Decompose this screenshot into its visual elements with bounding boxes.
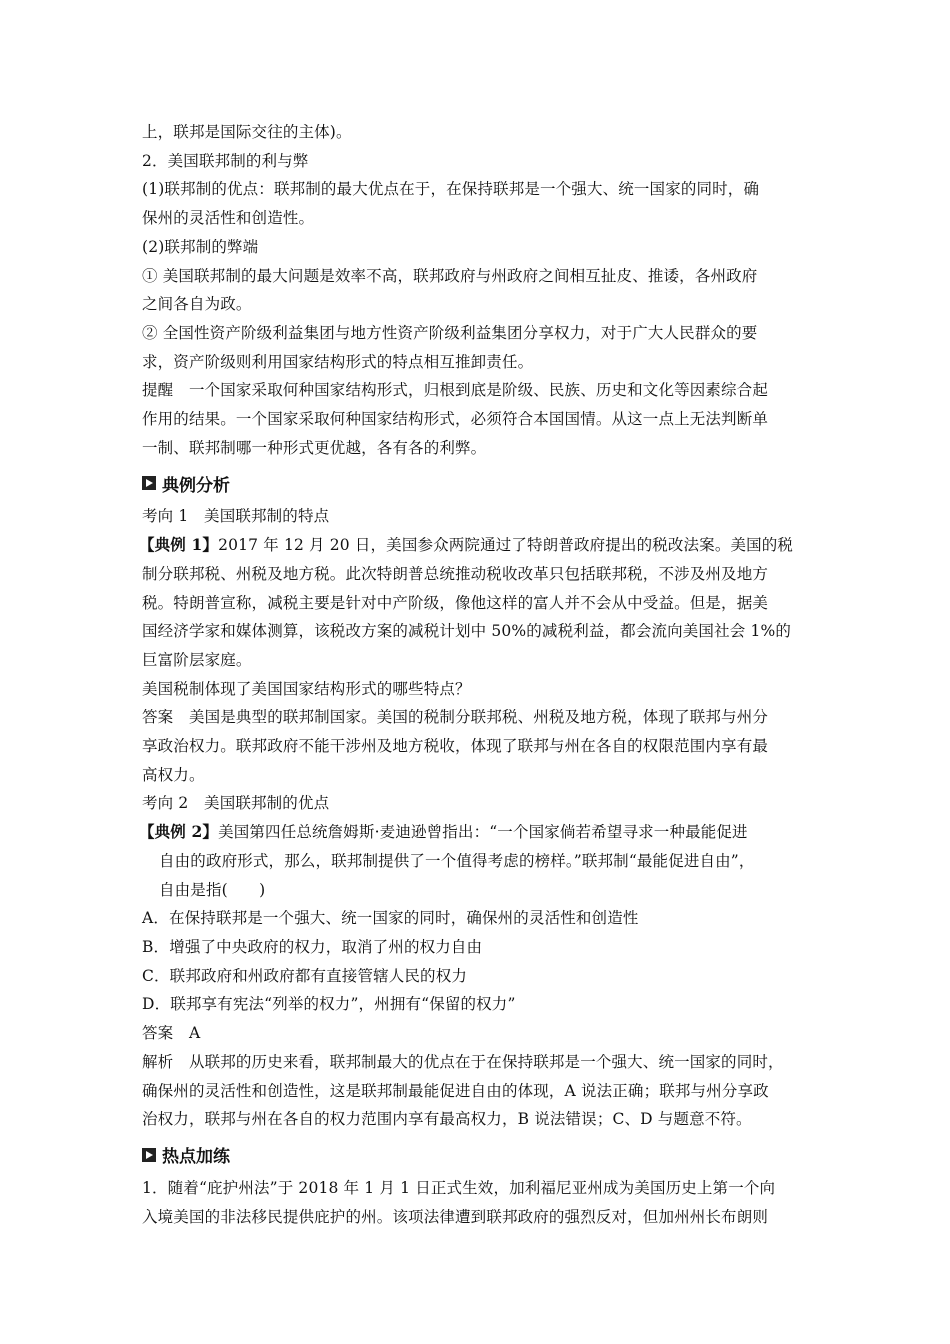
example-1-first-line [139, 531, 818, 560]
text-line: ② 全国性资产阶级利益集团与地方性资产阶级利益集团分享权力，对于广大人民群众的要 [142, 323, 758, 342]
topic-heading-2: 考向 2 美国联邦制的优点 [142, 794, 330, 813]
text-line: 自由的政府形式，那么，联邦制提供了一个值得考虑的榜样。”联邦制“最能促进自由”， [159, 851, 755, 870]
example-label: 【典例 1】 [139, 535, 219, 555]
text-line: ① 美国联邦制的最大问题是效率不高，联邦政府与州政府之间相互扯皮、推诿，各州政府 [142, 266, 758, 285]
text-line: 2．美国联邦制的利与弊 [142, 151, 309, 170]
text-line: 税。特朗普宣称，减税主要是针对中产阶级，像他这样的富人并不会从中受益。但是，据美 [142, 593, 769, 612]
text-line: 上，联邦是国际交往的主体)。 [142, 123, 352, 141]
option-line: A．在保持联邦是一个强大、统一国家的同时，确保州的灵活性和创造性 [142, 909, 639, 928]
text-line: 巨富阶层家庭。 [142, 650, 252, 669]
option-line: D．联邦享有宪法“列举的权力”，州拥有“保留的权力” [142, 995, 516, 1014]
example-2-question [142, 847, 818, 904]
analysis-block [142, 1048, 818, 1134]
text-line: 治权力，联邦与州在各自的权力范围内享有最高权力，B 说法错误；C、D 与题意不符。 [142, 1110, 752, 1129]
play-triangle-icon [142, 1148, 156, 1162]
text-line: 求，资产阶级则利用国家结构形式的特点相互推卸责任。 [142, 352, 534, 371]
text-line: 高权力。 [142, 765, 205, 784]
text-line: (2)联邦制的弊端 [142, 237, 259, 256]
text-line: 自由是指( ) [159, 880, 266, 899]
text-line: 一制、联邦制哪一种形式更优越，各有各的利弊。 [142, 438, 487, 457]
text-line: 之间各自为政。 [142, 295, 252, 314]
text-line: 解析 从联邦的历史来看，联邦制最大的优点在于在保持联邦是一个强大、统一国家的同时， [142, 1052, 784, 1071]
text-line: 入境美国的非法移民提供庇护的州。该项法律遭到联邦政府的强烈反对，但加州州长布朗则 [142, 1207, 769, 1226]
intro-text-block [142, 118, 818, 462]
text-line: 保州的灵活性和创造性。 [142, 209, 315, 228]
section-title: 典例分析 [162, 475, 230, 496]
example-text: 2017 年 12 月 20 日，美国参众两院通过了特朗普政府提出的税改法案。美国的税 [218, 536, 794, 555]
example-text: 美国第四任总统詹姆斯·麦迪逊曾指出：“一个国家倘若希望寻求一种最能促进 [218, 823, 748, 842]
topic-heading-1: 考向 1 美国联邦制的特点 [142, 507, 330, 526]
text-line: 享政治权力。联邦政府不能干涉州及地方税收，体现了联邦与州在各自的权限范围内享有最 [142, 737, 769, 756]
text-line: 制分联邦税、州税及地方税。此次特朗普总统推动税收改革只包括联邦税，不涉及州及地方 [142, 564, 769, 583]
text-line: 确保州的灵活性和创造性，这是联邦制最能促进自由的体现，A 说法正确；联邦与州分享政 [142, 1081, 769, 1100]
option-line: C．联邦政府和州政府都有直接管辖人民的权力 [142, 966, 468, 985]
practice-block [142, 1174, 818, 1231]
answer-options [142, 904, 818, 1019]
text-line: 提醒 一个国家采取何种国家结构形式，归根到底是阶级、民族、历史和文化等因素综合起 [142, 381, 769, 400]
section-header-practice [142, 1138, 818, 1172]
text-line: 美国税制体现了美国国家结构形式的哪些特点？ [142, 679, 471, 698]
text-line: 1．随着“庇护州法”于 2018 年 1 月 1 日正式生效，加利福尼亚州成为美国历史上第一个向 [142, 1178, 776, 1197]
text-line: 答案 美国是典型的联邦制国家。美国的税制分联邦税、州税及地方税，体现了联邦与州分 [142, 708, 769, 727]
section-header-examples [142, 466, 818, 500]
text-line: (1)联邦制的优点：联邦制的最大优点在于，在保持联邦是一个强大、统一国家的同时，确 [142, 180, 760, 199]
answer-line: 答案 A [142, 1024, 201, 1043]
text-line: 国经济学家和媒体测算，该税改方案的减税计划中 50%的减税利益，都会流向美国社会 1%的 [142, 622, 791, 641]
option-line: B．增强了中央政府的权力，取消了州的权力自由 [142, 937, 483, 956]
text-line: 作用的结果。一个国家采取何种国家结构形式，必须符合本国国情。从这一点上无法判断单 [142, 410, 769, 429]
section-title: 热点加练 [162, 1147, 230, 1168]
example-2-first-line [139, 818, 818, 847]
document-page [139, 118, 818, 1231]
example-1-body [142, 560, 818, 790]
example-label: 【典例 2】 [139, 822, 219, 842]
play-triangle-icon [142, 476, 156, 490]
